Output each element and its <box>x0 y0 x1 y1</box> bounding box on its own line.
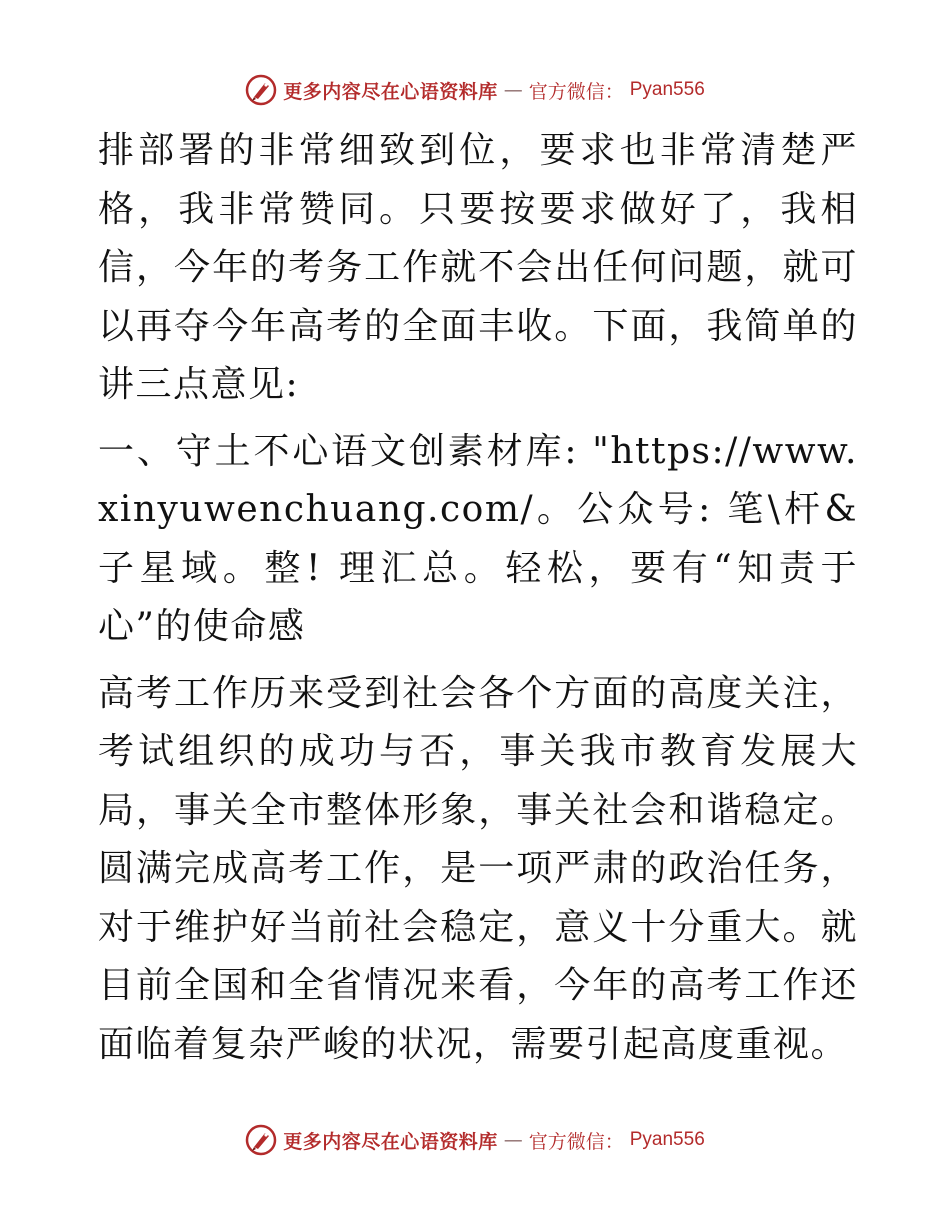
document-body <box>98 122 858 1074</box>
footer-wechat-id: Pyan556 <box>629 1129 705 1150</box>
header-wechat-label: 官方微信： <box>528 80 624 103</box>
paragraph-section-one: 一、守土不心语文创素材库: "https://www.xinyuwenchuang.com/。公众号: 笔\杆&子星域。整! 理汇总。轻松，要有“知责于心”的使命感 <box>98 430 858 647</box>
pen-nib-logo-icon <box>245 74 277 106</box>
footer-wechat-label: 官方微信： <box>528 1130 624 1153</box>
header-separator: — <box>503 79 523 101</box>
footer-separator: — <box>503 1129 523 1151</box>
header-wechat-id: Pyan556 <box>629 79 705 100</box>
footer-banner <box>0 1120 950 1160</box>
paragraph-main: 高考工作历来受到社会各个方面的高度关注，考试组织的成功与否，事关我市教育发展大局，事关全市整体形象，事关社会和谐稳定。圆满完成高考工作，是一项严肃的政治任务，对于维护好当前社会稳定，意义十分重大。就目前全国和全省情况来看，今年的高考工作还面临着复杂严峻的状况，需要引起高度重视。 <box>98 672 858 1065</box>
paragraph-intro: 排部署的非常细致到位，要求也非常清楚严格，我非常赞同。只要按要求做好了，我相信，今年的考务工作就不会出任何问题，就可以再夺今年高考的全面丰收。下面，我简单的讲三点意见: <box>98 130 858 405</box>
header-promo-text: 更多内容尽在心语资料库 <box>283 80 498 103</box>
footer-promo-text: 更多内容尽在心语资料库 <box>283 1130 498 1153</box>
header-banner <box>0 70 950 110</box>
pen-nib-logo-icon <box>245 1124 277 1156</box>
